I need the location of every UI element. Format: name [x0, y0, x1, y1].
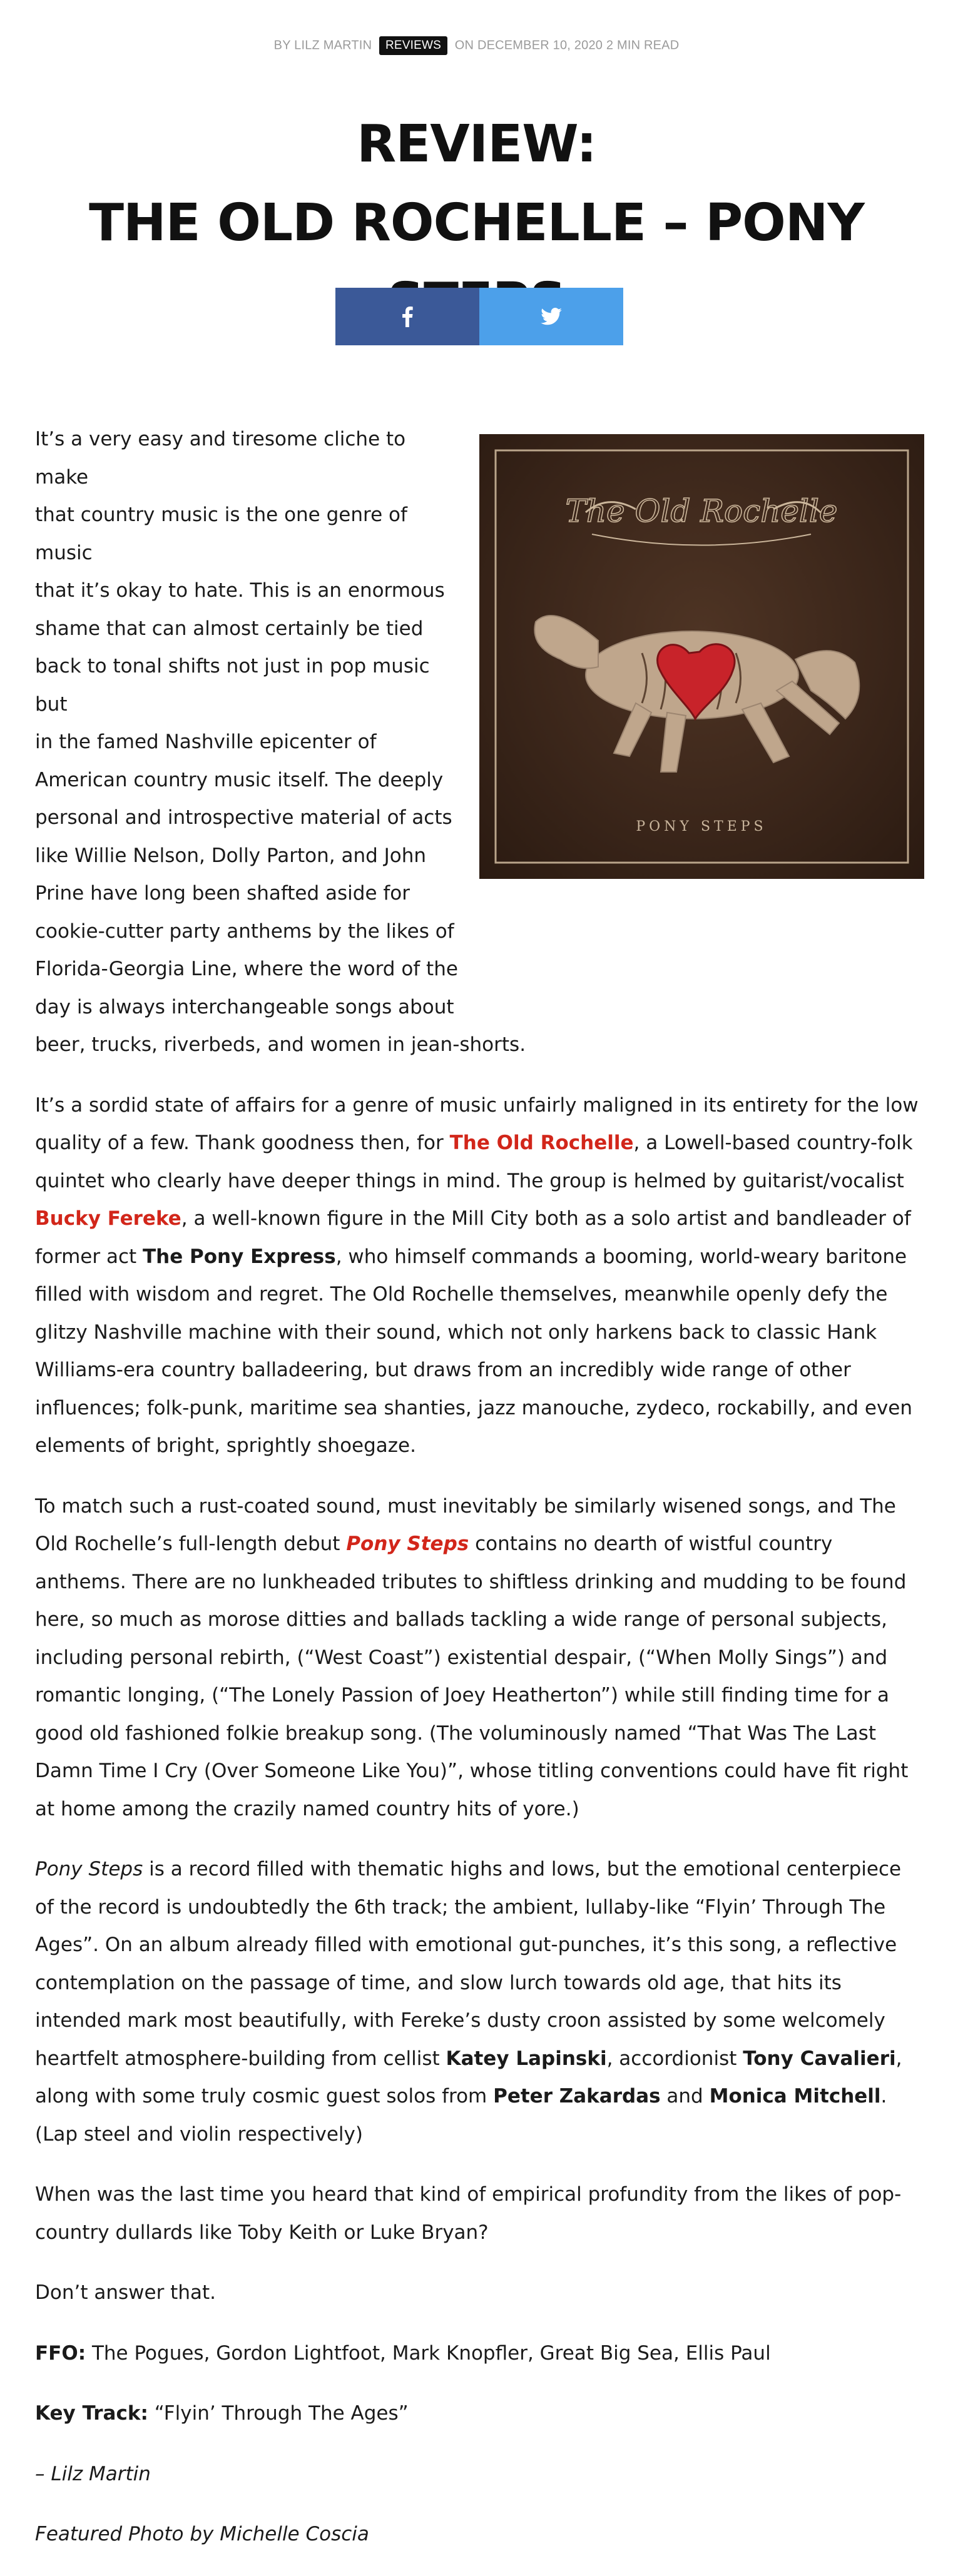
album-link[interactable]: Pony Steps [346, 1533, 469, 1555]
accordionist-name: Tony Cavalieri [743, 2047, 896, 2070]
key-track-value: “Flyin’ Through The Ages” [148, 2402, 409, 2425]
paragraph-question: When was the last time you heard that kind of empirical profundity from the likes of pop-country dullards like Toby Keith or Luke Bryan? [35, 2183, 902, 2244]
post-date: ON DECEMBER 10, 2020 [454, 38, 603, 53]
guest-soloist-2: Monica Mitchell [709, 2085, 881, 2107]
author-byline[interactable]: BY LILZ MARTIN [273, 38, 372, 53]
article-body [35, 420, 924, 2576]
cover-band-logo: The Old Rochelle [565, 493, 838, 529]
paragraph-album: To match such a rust-coated sound, must inevitably be similarly wisened songs, and The Old Rochelle’s full-length debut Pony Steps contains no dearth of wistful country anthems. There are no lunkheaded tributes to shiftless drinking and mudding to be found here, so much as morose ditties and ballads tackling a wide range of personal subjects, including personal rebirth, (“West Coast”) existential despair, (“When Molly Sings”) and romantic longing, (“The Lonely Passion of Joey Heatherton”) while still finding time for a good old fashioned folkie breakup song. (The voluminously named “That Was The Last Damn Time I Cry (Over Someone Like You)”, whose titling conventions could have fit right at home among the crazily named country hits of yore.) [35, 1494, 909, 1820]
category-badge[interactable]: REVIEWS [379, 36, 447, 55]
cover-album-title: PONY STEPS [636, 819, 767, 834]
share-buttons [335, 288, 623, 345]
ffo-value: The Pogues, Gordon Lightfoot, Mark Knopfler, Great Big Sea, Ellis Paul [86, 2341, 771, 2365]
paragraph-key-track: Pony Steps is a record filled with thematic highs and lows, but the emotional centerpiece of the record is undoubtedly the 6th track; the ambient, lullaby-like “Flyin’ Through The Ages”. On an album already filled with emotional gut-punches, it’s this song, a reflective contemplation on the passage of time, and slow lurch towards old age, that hits its intended mark most beautifully, with Fereke’s dusty croon assisted by some welcomely heartfelt atmosphere-building from cellist Katey Lapinski, accordionist Tony Cavalieri, along with some truly cosmic guest solos from Peter Zakardas and Monica Mitchell. (Lap steel and violin respectively) [35, 1858, 902, 2146]
author-signature: – Lilz Martin [35, 2462, 151, 2485]
ffo-line [35, 2335, 924, 2373]
facebook-icon [401, 306, 414, 327]
former-act-name: The Pony Express [143, 1245, 336, 1268]
paragraph-answer: Don’t answer that. [35, 2281, 216, 2304]
album-name-italic: Pony Steps [35, 1858, 143, 1880]
key-track-line [35, 2395, 924, 2433]
bandleader-link[interactable]: Bucky Fereke [35, 1207, 181, 1230]
title-line-1: REVIEW: [357, 114, 596, 174]
ffo-label: FFO: [35, 2341, 86, 2365]
paragraph-band-intro: It’s a sordid state of affairs for a genre of music unfairly maligned in its entirety for the low quality of a few. Thank goodness then, for The Old Rochelle, a Lowell-based country-folk quintet who clearly have deeper things in mind. The group is helmed by guitarist/vocalist Bucky Fereke, a well-known figure in the Mill City both as a solo artist and bandleader of former act The Pony Express, who himself commands a booming, world-weary baritone filled with wisdom and regret. The Old Rochelle themselves, meanwhile openly defy the glitzy Nashville machine with their sound, which not only harkens back to classic Hank Williams-era country balladeering, but draws from an incredibly wide range of other influences; folk-punk, maritime sea shanties, jazz manouche, zydeco, rockabilly, and even elements of bright, sprightly shoegaze. [35, 1093, 919, 1457]
twitter-icon [541, 308, 562, 325]
photo-credit: Featured Photo by Michelle Coscia [35, 2523, 369, 2545]
cellist-name: Katey Lapinski [446, 2047, 607, 2070]
read-time: 2 MIN READ [606, 38, 680, 53]
paragraph-intro: It’s a very easy and tiresome cliche to make that country music is the one genre of music that it’s okay to hate. This is an enormous shame that can almost certainly be tied back to tonal shifts not just in pop music but in the famed Nashville epicenter of American country music itself. The deeply personal and introspective material of acts like Willie Nelson, Dolly Parton, and John Prine have long been shafted aside for cookie-cutter party anthems by the likes of Florida-Georgia Line, where the word of the day is always interchangeable songs about beer, trucks, riverbeds, and women in jean-shorts. [35, 428, 526, 1056]
twitter-share-button[interactable] [479, 288, 623, 345]
key-track-label: Key Track: [35, 2402, 148, 2425]
guest-soloist-1: Peter Zakardas [493, 2085, 661, 2107]
post-meta [0, 36, 953, 55]
band-link[interactable]: The Old Rochelle [449, 1132, 634, 1154]
facebook-share-button[interactable] [335, 288, 479, 345]
title-line-2: THE OLD ROCHELLE – PONY [89, 193, 864, 253]
